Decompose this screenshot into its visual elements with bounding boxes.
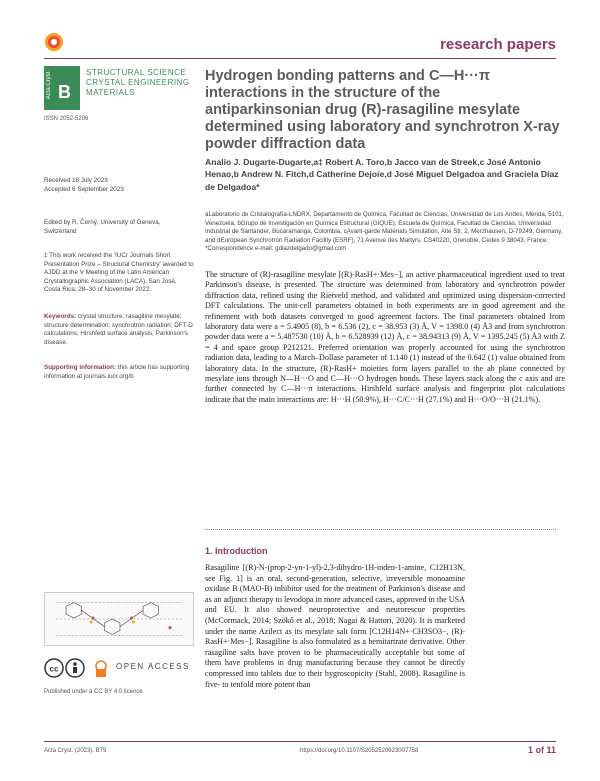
journal-name-line: STRUCTURAL SCIENCE	[86, 68, 187, 77]
abstract: The structure of (R)-rasagiline mesylate [(R)-RasH+·Mes−], an active pharmaceutical ingredient used to treat Parkinson's disease, is presented. The structure was determined from laboratory and synchrotron powder diffraction data, refined using the Rietveld method, and validated and optimized using dispersion-corrected DFT calculations. The unit-cell parameters obtained in both experiments are in good agreement and the refinement with both datasets converged to good agreement factors. The final parameters obtained from laboratory data were a = 5.4905 (8), b = 6.536 (2), c = 38.953 (3) Å, V = 1398.0 (4) Å3 and from synchrotron powder data were a = 5.487530 (10) Å, b = 6.528939 (12) Å, c = 38.94313 (9) Å, V = 1395.245 (5) Å3 with Z = 4 and space group P212121. Preferred orientation was properly accounted for using the synchrotron radiation data, leading to a March–Dollase parameter of 1.140 (1) instead of the 0.642 (1) value obtained from laboratory data. In the structure, (R)-RasH+ moieties form layers parallel to the ab plane connected by mesylate ions through N—H···O and C—H···O hydrogen bonds. These layers stack along the c axis and are further connected by C—H···π interactions. Hirshfeld surface analysis and fingerprint plot calculations indicate that the main interactions are: H···H (50.9%), H···C/C···H (27.1%) and H···O/O···H (21.1%).	[205, 270, 565, 404]
cc-by-license-icon	[44, 658, 110, 678]
keywords-text: crystal structure; rasagiline mesylate; structure determination; synchrotron radiation; DFT-D calculations; Hirshfeld surface analysis; Parkinson's disease.	[44, 313, 193, 346]
journal-badge	[44, 66, 80, 110]
keywords-label: Keywords:	[44, 313, 77, 320]
citation: Acta Cryst. (2023). B79	[44, 748, 107, 754]
received-date: Received 18 July 2023	[44, 177, 108, 184]
accepted-date: Accepted 6 September 2023	[44, 186, 124, 193]
introduction-text: Rasagiline [(R)-N-(prop-2-yn-1-yl)-2,3-dihydro-1H-inden-1-amine, C12H13N, see Fig. 1] is an oral, second-generation, selective, irreversible monoamine oxidase B (MAO-B) inhibitor used for the treatment of Parkinson's disease and as an adjunct therapy to levodopa in more advanced cases, approved in the USA and EU. It also showed neuroprotective and neurorescue properties (McCormack, 2014; Szökő et al., 2018; Nagai & Hattori, 2020). It is marketed under the name Azilect as its mesylate salt form [C12H14N+·CH3SO3−, (R)-RasH+·Mes−]. Rasagiline is also formulated as a hemitartrate derivative. Other rasagiline salts have proven to be pharmaceutically acceptable but some of them have problems in drug manufacturing because they cannot be directly compressed into tablets due to their hygroscopicity (Stahl, 2008). Rasagiline is five- to tenfold more potent than	[205, 563, 465, 689]
journal-name-line: MATERIALS	[86, 88, 136, 97]
journal-name-line: CRYSTAL ENGINEERING	[86, 78, 190, 87]
top-divider	[44, 58, 556, 59]
section-heading: research papers	[440, 36, 556, 53]
license-text: Published under a CC BY 4.0 licence	[44, 689, 143, 695]
journal-badge-letter: B	[58, 82, 71, 102]
affiliations: aLaboratorio de Cristalografía-LNDRX, Departamento de Química, Facultad de Ciencias, Universidad de Los Andes, Mérida, 5101, Venezuela, bGrupo de Investigación en Química Estructural (GIQUE), Escuela de Química, Facultad de Ciencias, Universidad Industrial de Santander, Bucaramanga, Colombia, cAvant-garde Materials Simulation, Alte Str. 2, Merzhausen, D-79249, Germany, and dEuropean Synchrotron Radiation Facility (ESRF), 71 Avenue des Martyrs, CS40220, Grenoble, Cedex 9 38043, France. *Correspondence e-mail: gdiazdelgado@gmail.com	[205, 211, 564, 253]
supporting-info	[44, 364, 194, 381]
iucr-logo-icon	[44, 32, 64, 52]
paper-title: Hydrogen bonding patterns and C—H···π interactions in the structure of the antiparkinsonian drug (R)-rasagiline mesylate determined using laboratory and synchrotron X-ray powder diffraction data	[205, 68, 560, 152]
section-divider	[205, 529, 556, 530]
bottom-divider	[44, 741, 556, 742]
svg-text:cc: cc	[49, 664, 59, 674]
edited-by: Edited by R. Černý, University of Geneva, Switzerland	[44, 219, 161, 235]
author-list: Analio J. Dugarte-Dugarte,a‡ Robert A. Toro,b Jacco van de Streek,c José Antonio Henao,b Andrew N. Fitch,d Catherine Dejoie,d José Miguel Delgadoa and Graciela Díaz de Delgadoa*	[205, 157, 559, 192]
introduction-heading: 1. Introduction	[205, 546, 268, 556]
keywords	[44, 313, 194, 347]
journal-badge-abbrev: Acta Cryst.	[46, 70, 52, 100]
issn: ISSN 2052-5206	[44, 116, 89, 122]
doi-link[interactable]: https://doi.org/10.1107/S2052520623007758	[300, 748, 419, 754]
open-access-block	[44, 654, 194, 684]
journal-logo	[44, 66, 194, 116]
supporting-text: this article has supporting information at journals.iucr.org/b	[44, 364, 190, 380]
structure-figure	[44, 592, 194, 646]
page-number: 1 of 11	[527, 745, 556, 755]
prize-note: ‡ This work received the 'IUCr Journals Short Presentation Prize – Structural Chemistry' awarded to AJDD at the V Meeting of the Latin American Crystallographic Association (LACA), San José, Costa Rica, 28–30 of November 2022.	[44, 252, 194, 294]
open-access-label: OPEN ACCESS	[116, 662, 190, 671]
supporting-label: Supporting information:	[44, 364, 117, 371]
journal-name	[86, 68, 190, 98]
